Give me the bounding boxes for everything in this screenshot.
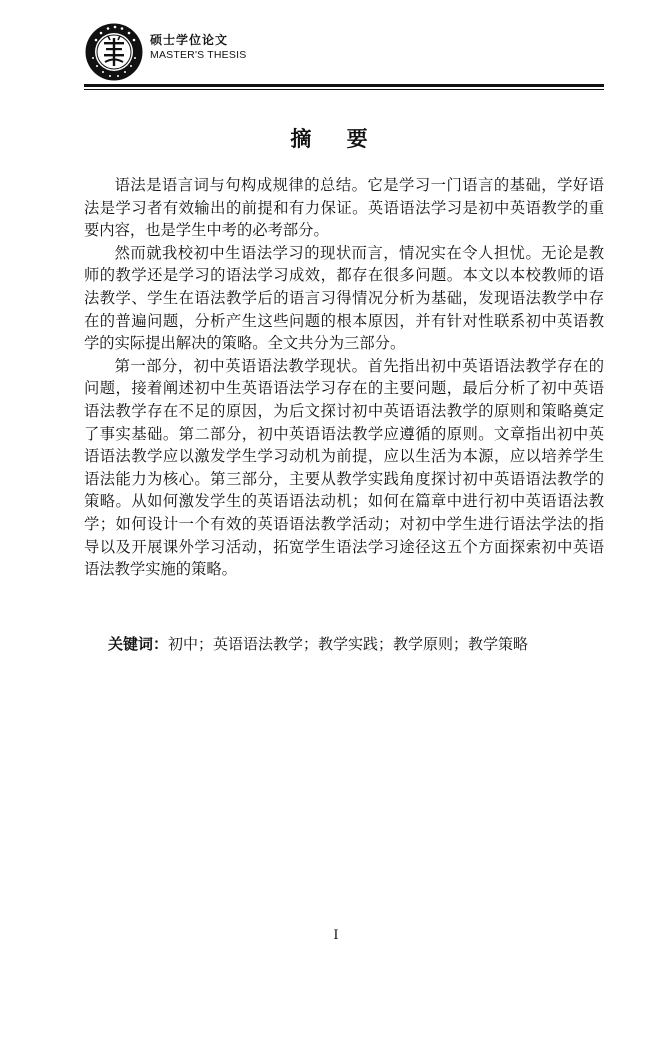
university-seal-icon — [84, 22, 144, 82]
abstract-body — [84, 174, 604, 581]
keywords-list: 初中；英语语法教学；教学实践；教学原则；教学策略 — [168, 635, 529, 653]
keywords-label: 关键词： — [108, 635, 169, 653]
header-rule-thin — [84, 89, 604, 90]
header-rule-thick — [84, 84, 604, 87]
header-title-en: MASTER'S THESIS — [150, 49, 247, 61]
keywords-line — [108, 632, 528, 656]
header-title-cn: 硕士学位论文 — [150, 33, 229, 47]
thesis-header — [84, 22, 604, 88]
abstract-paragraph-3: 第一部分，初中英语语法教学现状。首先指出初中英语语法教学存在的问题，接着阐述初中生英语语法学习存在的主要问题，最后分析了初中英语语法教学存在不足的原因，为后文探讨初中英语语法教学的原则和策略奠定了事实基础。第二部分，初中英语语法教学应遵循的原则。文章指出初中英语语法教学应以激发学生学习动机为前提，应以生活为本源，应以培养学生语法能力为核心。第三部分，主要从教学实践角度探讨初中英语语法教学的策略。从如何激发学生的英语语法动机；如何在篇章中进行初中英语语法教学；如何设计一个有效的英语语法教学活动；对初中学生进行语法学法的指导以及开展课外学习活动，拓宽学生语法学习途径这五个方面探索初中英语语法教学实施的策略。 — [84, 356, 604, 579]
header-text — [150, 32, 246, 62]
page-number: I — [333, 928, 339, 943]
abstract-paragraph-1: 语法是语言词与句构成规律的总结。它是学习一门语言的基础，学好语法是学习者有效输出的前提和有力保证。英语语法学习是初中英语教学的重要内容，也是学生中考的必考部分。 — [84, 176, 604, 240]
abstract-title: 摘 要 — [290, 126, 382, 151]
abstract-paragraph-2: 然而就我校初中生语法学习的现状而言，情况实在令人担忧。无论是教师的教学还是学习的语法学习成效，都存在很多问题。本文以本校教师的语法教学、学生在语法教学后的语言习得情况分析为基础，发现语法教学中存在的普遍问题，分析产生这些问题的根本原因，并有针对性联系初中英语教学的实际提出解决的策略。全文共分为三部分。 — [84, 243, 604, 353]
